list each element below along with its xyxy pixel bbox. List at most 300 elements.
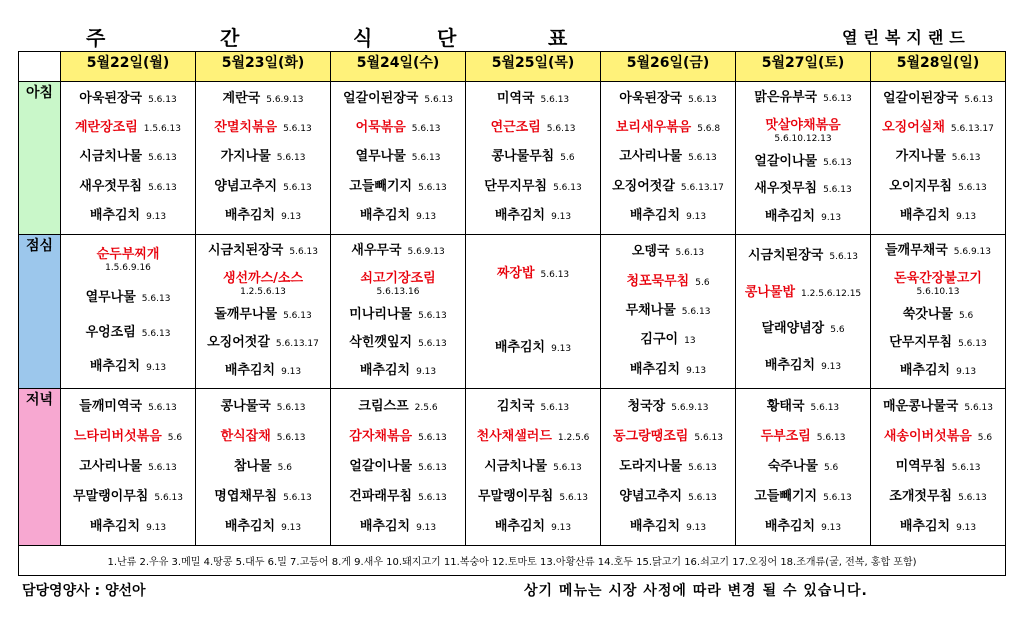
- dish-name: 배추김치: [899, 207, 951, 223]
- allergen-codes: 5.6.13: [418, 462, 447, 473]
- day-header: 5월26일(금): [601, 52, 736, 82]
- menu-item: [65, 325, 191, 342]
- menu-item: [875, 335, 1001, 352]
- dish-name: 무말랭이무침: [73, 488, 149, 504]
- menu-item-row: [495, 519, 571, 536]
- menu-item-row: [360, 363, 436, 380]
- menu-item: [200, 459, 326, 476]
- day-header: 5월28일(일): [871, 52, 1006, 82]
- dish-name: 새우무국: [351, 243, 402, 259]
- allergen-codes: 5.6.13: [810, 402, 840, 413]
- menu-item-row: [882, 120, 994, 137]
- dish-name: 배추김치: [899, 518, 951, 534]
- menu-item-row: [349, 459, 446, 476]
- allergen-codes: 5.6.13: [964, 402, 993, 413]
- menu-item: [470, 489, 596, 506]
- allergen-codes: 9.13: [146, 363, 167, 374]
- allergen-codes: 5.6.13: [276, 402, 306, 413]
- menu-item: [605, 519, 731, 536]
- menu-item-row: [896, 459, 981, 476]
- menu-item: [605, 303, 731, 320]
- dish-name: 배추김치: [89, 518, 141, 534]
- menu-item-row: [223, 271, 303, 287]
- menu-cell: [196, 235, 331, 389]
- menu-item-row: [207, 335, 319, 352]
- menu-item: [470, 519, 596, 536]
- menu-item: [470, 459, 596, 476]
- menu-item: [470, 399, 596, 416]
- menu-item: [335, 519, 461, 536]
- menu-item-row: [349, 179, 446, 196]
- menu-item-row: [79, 149, 176, 166]
- menu-cell: [331, 235, 466, 389]
- allergen-codes: 5.6.13: [553, 182, 582, 193]
- menu-item: [65, 149, 191, 166]
- menu-item: [605, 244, 731, 261]
- allergen-codes: 5.6.13: [418, 432, 447, 443]
- menu-item: [740, 358, 866, 375]
- menu-item: [65, 208, 191, 225]
- allergen-codes: 5.6.13: [148, 462, 177, 473]
- menu-item: [335, 243, 461, 260]
- dish-name: 돌깨무나물: [214, 307, 278, 323]
- allergen-codes: 5.6.13.17: [950, 124, 994, 135]
- dish-name: 배추김치: [89, 359, 141, 375]
- menu-item: [875, 243, 1001, 260]
- dish-name: 배추김치: [359, 207, 411, 223]
- menu-item: [65, 179, 191, 196]
- allergen-codes: 13: [684, 336, 696, 347]
- dish-name: 배추김치: [224, 207, 276, 223]
- allergen-codes: 5.6.9.13: [266, 95, 304, 106]
- menu-item-row: [761, 429, 846, 446]
- menu-item: [470, 149, 596, 166]
- menu-item-row: [356, 149, 441, 166]
- menu-item-row: [754, 489, 851, 506]
- allergen-codes: 9.13: [956, 211, 977, 222]
- dish-name: 미나리나물: [349, 307, 413, 323]
- dish-name: 청포묵무침: [626, 273, 690, 289]
- dish-name: 잔멸치볶음: [214, 120, 278, 136]
- menu-item-row: [612, 179, 724, 196]
- dish-name: 달래양념장: [761, 321, 825, 337]
- organization-name: 열린복지랜드: [842, 28, 971, 47]
- dish-name: 건파래무침: [349, 488, 413, 504]
- menu-item: [470, 179, 596, 196]
- dish-name: 황태국: [766, 398, 805, 414]
- menu-item: [200, 399, 326, 416]
- dish-name: 미역무침: [895, 458, 946, 474]
- menu-cell: [61, 82, 196, 235]
- menu-cell: [196, 389, 331, 546]
- dish-name: 배추김치: [359, 362, 411, 378]
- dish-name: 김구이: [640, 332, 679, 348]
- dish-name: 얼갈이된장국: [883, 91, 959, 107]
- menu-item: [65, 519, 191, 536]
- dish-name: 콩나물국: [220, 398, 271, 414]
- menu-item: [65, 247, 191, 273]
- allergen-codes: 5.6.13: [283, 311, 312, 322]
- dish-name: 아욱된장국: [79, 91, 143, 107]
- menu-item: [740, 321, 866, 338]
- dish-name: 시금치나물: [484, 458, 548, 474]
- menu-item: [470, 120, 596, 137]
- menu-item-row: [889, 489, 986, 506]
- dish-name: 돈육간장불고기: [894, 270, 982, 286]
- menu-item-row: [86, 290, 171, 307]
- menu-cell: [466, 235, 601, 389]
- dish-name: 오징어실채: [882, 120, 945, 136]
- dish-name: 콩나물밥: [744, 284, 796, 300]
- dish-name: 우엉조림: [85, 324, 136, 340]
- menu-cell: [196, 82, 331, 235]
- allergen-codes: 9.13: [281, 522, 302, 533]
- dish-name: 맑은유부국: [754, 90, 818, 106]
- allergen-codes: 5.6.13.17: [680, 182, 724, 193]
- menu-item-row: [495, 340, 571, 357]
- menu-item: [605, 91, 731, 108]
- dish-name: 명엽채무침: [214, 488, 278, 504]
- day-header-row: [19, 52, 1006, 82]
- menu-cell: [61, 389, 196, 546]
- dish-name: 고들빼기지: [349, 178, 413, 194]
- dish-name: 열무나물: [355, 149, 406, 165]
- menu-item: [740, 429, 866, 446]
- menu-item: [65, 120, 191, 137]
- menu-item: [740, 489, 866, 506]
- menu-item: [605, 179, 731, 196]
- menu-item-row: [97, 247, 160, 263]
- menu-cell: [331, 389, 466, 546]
- menu-item: [65, 290, 191, 307]
- menu-item: [740, 519, 866, 536]
- menu-item: [65, 489, 191, 506]
- allergen-codes: 5.6.13: [540, 402, 570, 413]
- menu-item-row: [630, 519, 706, 536]
- dish-name: 열무나물: [85, 290, 136, 306]
- menu-item-row: [214, 489, 311, 506]
- day-header: 5월27일(토): [736, 52, 871, 82]
- allergen-codes: 5.6.13: [148, 95, 177, 106]
- menu-item: [200, 519, 326, 536]
- menu-item: [335, 208, 461, 225]
- menu-item: [65, 359, 191, 376]
- menu-item-row: [73, 489, 183, 506]
- dish-name: 생선까스/소스: [222, 270, 304, 286]
- menu-cell: [736, 389, 871, 546]
- allergen-codes: 5.6.13: [418, 311, 447, 322]
- menu-cell: [331, 82, 466, 235]
- page-title: [30, 22, 590, 48]
- dietitian-name: 담당영양사 : 양선아: [22, 583, 146, 599]
- menu-item-row: [896, 149, 981, 166]
- allergen-codes: 5.6: [560, 153, 575, 164]
- meal-label: 점심: [19, 235, 61, 389]
- menu-item: [605, 208, 731, 225]
- allergen-codes: 5.6.13: [951, 462, 981, 473]
- dish-name: 청국장: [627, 398, 666, 414]
- menu-item-row: [900, 363, 976, 380]
- menu-item-row: [477, 429, 590, 446]
- allergen-codes: 9.13: [686, 522, 707, 533]
- allergen-codes: 9.13: [821, 522, 842, 533]
- menu-item: [740, 248, 866, 265]
- allergen-codes: 5.6.13: [816, 432, 846, 443]
- menu-item-row: [885, 243, 991, 260]
- dish-name: 얼갈이된장국: [343, 91, 419, 107]
- allergen-codes: 5.6.13: [148, 402, 177, 413]
- dish-name: 미역국: [496, 91, 535, 107]
- menu-item: [605, 362, 731, 379]
- menu-item: [200, 307, 326, 324]
- menu-item-row: [883, 399, 993, 416]
- menu-item: [740, 209, 866, 226]
- allergen-codes: 5.6.10.13: [916, 286, 960, 297]
- menu-item-row: [90, 359, 166, 376]
- menu-item-row: [478, 489, 588, 506]
- menu-cell: [466, 389, 601, 546]
- menu-item: [740, 399, 866, 416]
- menu-item-row: [619, 149, 716, 166]
- menu-item-row: [208, 243, 318, 260]
- menu-item: [605, 149, 731, 166]
- dish-name: 양념고추지: [619, 488, 683, 504]
- allergen-codes: 1.2.5.6.13: [240, 286, 286, 297]
- menu-item: [740, 118, 866, 144]
- dish-name: 배추김치: [224, 518, 276, 534]
- menu-item: [875, 149, 1001, 166]
- dish-name: 단무지무침: [484, 178, 548, 194]
- menu-item-row: [491, 120, 576, 137]
- allergen-codes: 5.6.13: [546, 124, 576, 135]
- menu-item-row: [221, 399, 306, 416]
- menu-item: [875, 459, 1001, 476]
- allergen-codes: 5.6.13: [418, 339, 447, 350]
- dish-name: 양념고추지: [214, 178, 278, 194]
- menu-item-row: [358, 399, 437, 416]
- menu-item: [200, 91, 326, 108]
- menu-item-row: [765, 358, 841, 375]
- menu-item: [605, 429, 731, 446]
- menu-cell: [871, 82, 1006, 235]
- allergen-codes: 5.6.9.13: [671, 402, 709, 413]
- menu-item: [335, 91, 461, 108]
- menu-item-row: [768, 459, 839, 476]
- menu-item: [470, 340, 596, 357]
- allergen-codes: 5.6.13: [688, 153, 717, 164]
- menu-item-row: [903, 307, 974, 324]
- meal-row: [19, 82, 1006, 235]
- menu-item: [470, 429, 596, 446]
- allergen-codes: 5.6.9.13: [407, 247, 445, 258]
- allergen-codes: 5.6.13: [675, 248, 705, 259]
- dish-name: 배추김치: [629, 361, 681, 377]
- menu-item-row: [748, 248, 858, 265]
- allergen-codes: 5.6.13: [681, 306, 711, 317]
- menu-item: [875, 489, 1001, 506]
- menu-item-row: [765, 209, 841, 226]
- allergen-codes: 5.6.13: [823, 94, 852, 105]
- title-char: 간: [220, 26, 240, 50]
- menu-item-row: [616, 120, 720, 137]
- allergen-codes: 5.6.13: [148, 182, 177, 193]
- dish-name: 배추김치: [764, 518, 816, 534]
- menu-item: [335, 459, 461, 476]
- dish-name: 무말랭이무침: [478, 488, 554, 504]
- menu-item-row: [75, 120, 181, 137]
- menu-item-row: [214, 307, 311, 324]
- menu-item-row: [225, 363, 301, 380]
- menu-item-row: [360, 208, 436, 225]
- menu-item-row: [79, 91, 176, 108]
- allergen-codes: 5.6.13: [411, 124, 441, 135]
- menu-item: [200, 149, 326, 166]
- menu-item-row: [754, 154, 851, 171]
- menu-item: [740, 154, 866, 171]
- menu-cell: [601, 389, 736, 546]
- dish-name: 계란국: [222, 91, 261, 107]
- allergen-codes: 9.13: [416, 211, 437, 222]
- dish-name: 새우젓무침: [79, 178, 143, 194]
- menu-item: [605, 332, 731, 349]
- allergen-codes: 9.13: [146, 522, 167, 533]
- allergen-codes: 5.6.13: [276, 432, 306, 443]
- day-header: 5월22일(월): [61, 52, 196, 82]
- allergen-codes: 5.6.13: [411, 153, 441, 164]
- allergen-codes: 5.6.13.16: [376, 286, 420, 297]
- allergen-codes: 5.6.13: [829, 251, 858, 262]
- menu-item-row: [884, 429, 992, 446]
- menu-item-row: [497, 91, 569, 108]
- dish-name: 한식잡채: [220, 428, 271, 444]
- allergen-codes: 5.6.13: [823, 157, 852, 168]
- menu-item: [875, 120, 1001, 137]
- menu-item-row: [234, 459, 292, 476]
- allergen-codes: 9.13: [686, 365, 707, 376]
- allergen-codes: 5.6.9.13: [953, 247, 991, 258]
- meal-label: 아침: [19, 82, 61, 235]
- menu-item-row: [484, 179, 581, 196]
- dish-name: 동그랑땡조림: [613, 428, 689, 444]
- dish-name: 가지나물: [895, 149, 946, 165]
- dish-name: 콩나물무침: [491, 149, 555, 165]
- menu-item-row: [497, 266, 569, 283]
- dish-name: 배추김치: [224, 362, 276, 378]
- allergen-codes: 5.6.13: [958, 339, 987, 350]
- menu-item-row: [497, 399, 569, 416]
- day-header: 5월23일(화): [196, 52, 331, 82]
- menu-cell: [736, 82, 871, 235]
- allergen-codes: 1.2.5.6.12.15: [801, 288, 862, 299]
- allergen-codes: 5.6.13: [823, 185, 852, 196]
- menu-item: [470, 208, 596, 225]
- menu-item-row: [79, 399, 176, 416]
- menu-item-row: [356, 120, 441, 137]
- dish-name: 들깨미역국: [79, 398, 143, 414]
- menu-item-row: [351, 243, 444, 260]
- menu-cell: [601, 235, 736, 389]
- menu-item: [65, 459, 191, 476]
- dish-name: 시금치된장국: [208, 243, 284, 259]
- allergen-codes: 5.6.13: [141, 294, 171, 305]
- menu-item-row: [883, 91, 993, 108]
- menu-item-row: [214, 120, 311, 137]
- dish-name: 배추김치: [89, 207, 141, 223]
- menu-item: [740, 181, 866, 198]
- dish-name: 두부조림: [760, 428, 811, 444]
- allergen-codes: 5.6.13: [418, 492, 447, 503]
- meal-label: 저녁: [19, 389, 61, 546]
- menu-item: [200, 489, 326, 506]
- menu-item: [200, 208, 326, 225]
- menu-item-row: [491, 149, 574, 166]
- menu-item: [470, 266, 596, 283]
- dish-name: 보리새우볶음: [615, 120, 692, 136]
- dish-name: 순두부찌개: [96, 246, 160, 262]
- dish-name: 오이지무침: [889, 178, 953, 194]
- allergen-codes: 5.6.13: [951, 153, 981, 164]
- allergen-codes: 5.6.13: [148, 153, 177, 164]
- dish-name: 크림스프: [358, 398, 409, 414]
- menu-item-row: [349, 429, 446, 446]
- menu-item-row: [626, 274, 709, 291]
- menu-item: [200, 429, 326, 446]
- menu-item-row: [79, 179, 176, 196]
- menu-item-row: [221, 149, 306, 166]
- menu-item-row: [223, 91, 304, 108]
- dish-name: 새우젓무침: [754, 181, 818, 197]
- menu-item: [335, 489, 461, 506]
- menu-item-row: [343, 91, 453, 108]
- dish-name: 무채나물: [625, 302, 676, 318]
- dish-name: 단무지무침: [889, 335, 953, 351]
- menu-item: [605, 274, 731, 291]
- menu-item: [200, 120, 326, 137]
- menu-item: [740, 285, 866, 302]
- allergen-codes: 9.13: [416, 522, 437, 533]
- dish-name: 시금치된장국: [748, 247, 824, 263]
- dish-name: 고들빼기지: [754, 488, 818, 504]
- menu-item: [335, 120, 461, 137]
- allergen-codes: 5.6.13: [283, 124, 312, 135]
- menu-item: [740, 90, 866, 107]
- dish-name: 쑥갓나물: [902, 307, 953, 323]
- menu-cell: [871, 389, 1006, 546]
- menu-item: [875, 519, 1001, 536]
- menu-item: [605, 459, 731, 476]
- menu-item-row: [619, 459, 716, 476]
- menu-item-row: [74, 429, 182, 446]
- menu-item: [200, 363, 326, 380]
- menu-item: [335, 271, 461, 297]
- allergen-codes: 5.6.13: [553, 462, 582, 473]
- corner-cell: [19, 52, 61, 82]
- allergen-codes: 9.13: [956, 522, 977, 533]
- menu-item-row: [360, 519, 436, 536]
- menu-cell: [736, 235, 871, 389]
- allergen-codes: 1.2.5.6: [557, 432, 590, 443]
- allergen-codes: 9.13: [281, 366, 302, 377]
- allergen-codes: 9.13: [821, 212, 842, 223]
- menu-item: [200, 179, 326, 196]
- allergen-codes: 5.6.13: [283, 182, 312, 193]
- menu-item-row: [754, 90, 851, 107]
- allergen-codes: 5.6: [823, 462, 839, 473]
- menu-item: [200, 271, 326, 297]
- menu-item-row: [349, 335, 446, 352]
- allergen-codes: 9.13: [146, 211, 167, 222]
- allergen-codes: 5.6.13: [154, 492, 183, 503]
